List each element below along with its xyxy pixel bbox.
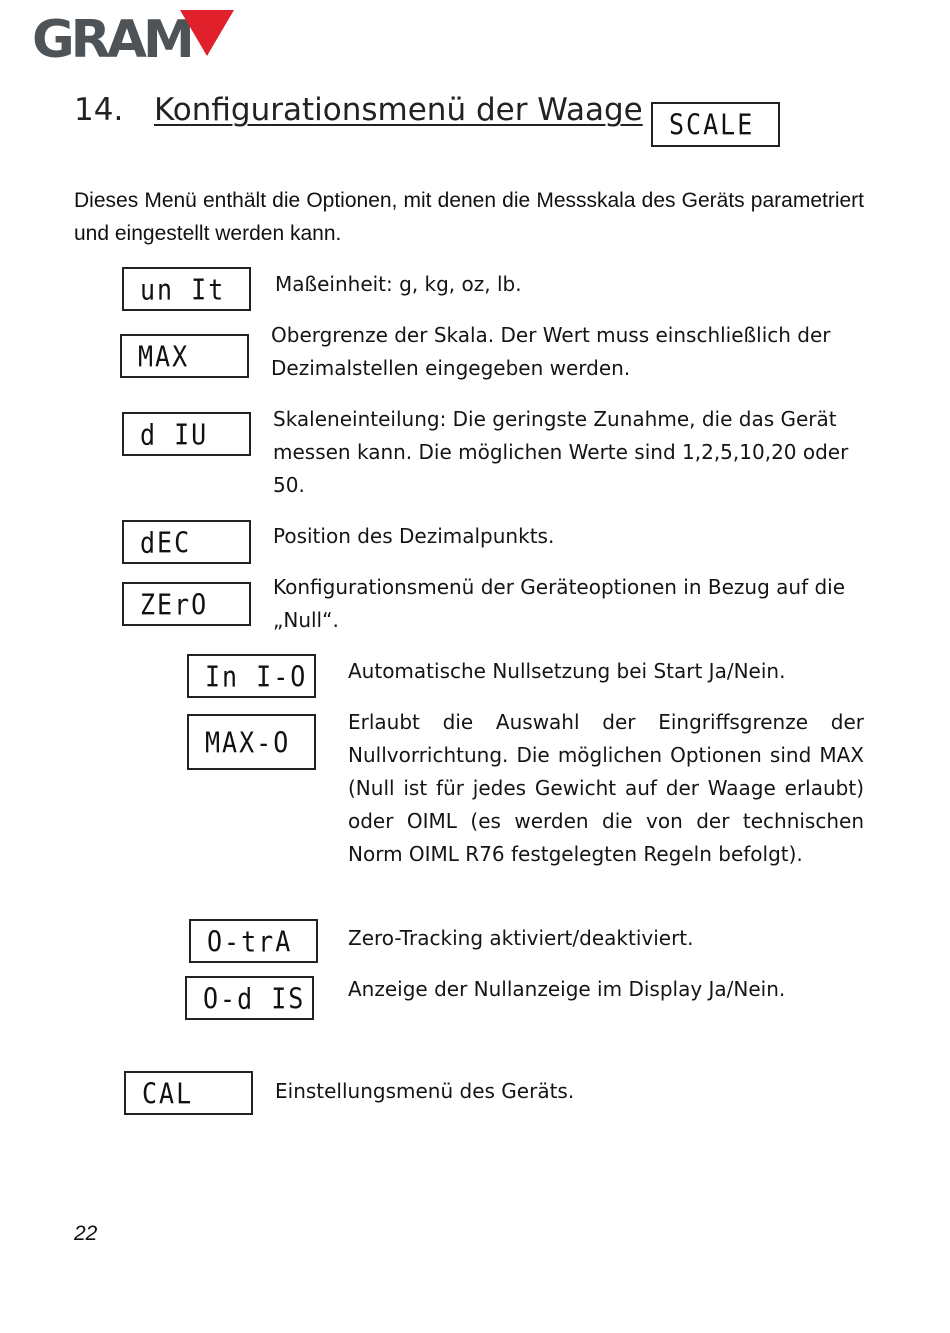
option-code: MAX-O <box>205 725 291 759</box>
zero-description-show: Anzeige der Nullanzeige im Display Ja/Nein. <box>348 977 786 1001</box>
section-number: 14. <box>74 92 124 128</box>
option-display-div <box>122 412 251 456</box>
option-code: un It <box>140 272 226 306</box>
option-display-max <box>120 334 249 378</box>
option-code: MAX <box>138 339 190 373</box>
option-code: d IU <box>140 417 209 451</box>
option-description-dec: Position des Dezimalpunkts. <box>273 524 555 548</box>
logo-text: GRAM <box>32 10 191 70</box>
option-code: ZErO <box>140 587 209 621</box>
page-number: 22 <box>74 1222 98 1245</box>
zero-display-init <box>187 654 316 698</box>
option-display-zero <box>122 582 251 626</box>
option-display-dec <box>122 520 251 564</box>
zero-display-tracking <box>189 919 318 963</box>
logo-triangle-icon <box>180 10 234 56</box>
option-code: In I-O <box>205 659 308 693</box>
option-code: CAL <box>142 1076 194 1110</box>
zero-description-init: Automatische Nullsetzung bei Start Ja/Nein. <box>348 659 786 683</box>
option-code: dEC <box>140 525 192 559</box>
option-description-zero: Konfigurationsmenü der Geräteoptionen in Bezug auf die „Null“. <box>273 575 846 632</box>
calibration-display <box>124 1071 253 1115</box>
option-code: O-d IS <box>203 981 306 1015</box>
calibration-description: Einstellungsmenü des Geräts. <box>275 1079 575 1103</box>
option-display-unit <box>122 267 251 311</box>
zero-display-max <box>187 714 316 770</box>
option-description-max: Obergrenze der Skala. Der Wert muss einschließlich der Dezimalstellen eingegeben werden. <box>271 323 831 380</box>
option-code: O-trA <box>207 924 293 958</box>
intro-paragraph: Dieses Menü enthält die Optionen, mit denen die Messskala des Geräts parametriert und eingestellt werden kann. <box>74 189 864 245</box>
section-title: Konfigurationsmenü der Waage <box>154 92 643 128</box>
zero-description-tracking: Zero-Tracking aktiviert/deaktiviert. <box>348 926 694 950</box>
zero-description-max: Erlaubt die Auswahl der Eingriffsgrenze der Nullvorrichtung. Die möglichen Optionen sind MAX (Null ist für jedes Gewicht auf der Waage erlaubt) oder OIML (es werden die von der technischen Norm OIML R76 festgelegten Regeln befolgt). <box>348 710 864 866</box>
zero-display-show <box>185 976 314 1020</box>
brand-logo <box>32 8 238 70</box>
section-heading <box>74 92 643 128</box>
option-description-div: Skaleneinteilung: Die geringste Zunahme, die das Gerät messen kann. Die möglichen Werte sind 1,2,5,10,20 oder 50. <box>273 407 849 497</box>
scale-display-label: SCALE <box>669 107 755 142</box>
scale-display-box <box>651 102 780 147</box>
option-description-unit: Maßeinheit: g, kg, oz, lb. <box>275 272 522 296</box>
